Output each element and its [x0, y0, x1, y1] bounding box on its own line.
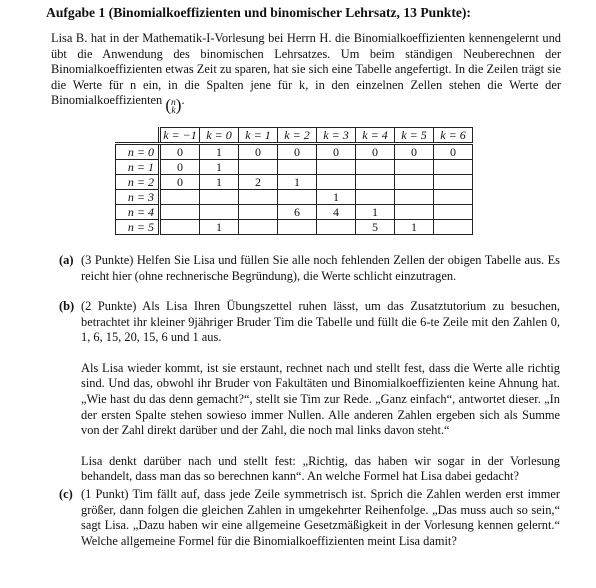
table-cell — [160, 190, 200, 205]
table-row — [116, 144, 473, 160]
intro-text: Lisa B. hat in der Mathematik-I-Vorlesung bei Herrn H. die Binomialkoeffizienten kennengelernt und übt die Anwendung des binomischen Lehrsatzes. Um beim ständigen Neuberechnen der Binomialkoeffizienten etwas Zeit zu sparen, hat sie sich eine Tabelle angefertigt. In die Zeilen trägt sie die Werte für n ein, in die Spalten jene für k, in den einzelnen Zellen stehen die Werte der Binomialkoeffizienten — [51, 31, 561, 108]
table-row — [116, 160, 473, 175]
row-header: n = 4 — [116, 205, 160, 220]
table-cell: 1 — [200, 144, 239, 160]
table-row — [116, 175, 473, 190]
table-cell: 1 — [200, 160, 239, 175]
subtask-paragraph: (1 Punkt) Tim fällt auf, dass jede Zeile symmetrisch ist. Sprich die Zahlen werden erst immer größer, dann folgen die gleichen Zahlen in umgekehrter Reihenfolge. „Das muss auch so sein,“ sagt Lisa. „Dazu haben wir eine allgemeine Gesetzmäßigkeit in der Vorlesung kennen gelernt.“ Welche allgemeine Formel für die Binomialkoeffizienten meint Lisa damit? — [81, 487, 560, 548]
table-cell: 0 — [434, 144, 473, 160]
table-cell — [395, 160, 434, 175]
table-cell: 0 — [160, 160, 200, 175]
column-header: k = 2 — [278, 128, 317, 144]
column-header: k = 3 — [317, 128, 356, 144]
table-cell — [356, 190, 395, 205]
table-cell — [434, 175, 473, 190]
column-header: k = 4 — [356, 128, 395, 144]
subtask-body — [81, 487, 560, 549]
subtask-c — [60, 487, 560, 549]
row-header: n = 2 — [116, 175, 160, 190]
table-cell: 4 — [317, 205, 356, 220]
table-cell — [239, 190, 278, 205]
table-cell: 0 — [395, 144, 434, 160]
table-cell: 0 — [317, 144, 356, 160]
subtask-a — [60, 253, 560, 284]
subtask-label: (c) — [59, 487, 73, 501]
table-cell: 0 — [160, 175, 200, 190]
table-cell — [356, 160, 395, 175]
table-cell: 1 — [356, 205, 395, 220]
table-cell — [356, 175, 395, 190]
subtask-label: (b) — [59, 299, 75, 313]
table-cell — [395, 175, 434, 190]
subtask-paragraph: Als Lisa wieder kommt, ist sie erstaunt, rechnet nach und stellt fest, dass die Werte alle richtig sind. Und das, obwohl ihr Bruder von Fakultäten und Binomialkoeffizienten keine Ahnung hat. „Wie hast du das denn gemacht?“, stellt sie Tim zur Rede. „Ganz einfach“, antwortet dieser. „In der ersten Spalte stehen sowieso immer Nullen. Alle anderen Zahlen ergeben sich als Summe von der Zahl direkt darüber und der Zahl, die noch mal links davon steht.“ — [81, 360, 560, 438]
table-cell — [317, 175, 356, 190]
binom-bottom: k — [171, 105, 176, 116]
exercise-title: Aufgabe 1 (Binomialkoeffizienten und binomischer Lehrsatz, 13 Punkte): — [46, 5, 471, 20]
row-header: n = 3 — [116, 190, 160, 205]
table-cell — [434, 205, 473, 220]
table-cell — [200, 190, 239, 205]
table-cell — [160, 220, 200, 235]
table-cell — [239, 205, 278, 220]
table-cell: 1 — [317, 190, 356, 205]
table-row — [116, 205, 473, 220]
table-cell — [317, 220, 356, 235]
table-cell — [239, 160, 278, 175]
binomial-symbol: ( n k ) — [165, 95, 182, 116]
subtask-label: (a) — [59, 253, 74, 267]
binomial-table-wrapper — [115, 127, 473, 235]
subtask-paragraph: (3 Punkte) Helfen Sie Lisa und füllen Sie alle noch fehlenden Zellen der obigen Tabelle aus. Es reicht hier (ohne rechnerische Begründung), die Werte schlicht einzutragen. — [81, 253, 560, 283]
table-corner — [116, 128, 160, 144]
row-header: n = 1 — [116, 160, 160, 175]
column-header: k = 5 — [395, 128, 434, 144]
binomial-table — [115, 127, 473, 235]
table-cell: 1 — [200, 220, 239, 235]
table-cell: 0 — [160, 144, 200, 160]
intro-end: . — [181, 93, 185, 108]
table-cell — [317, 160, 356, 175]
column-header: k = 0 — [200, 128, 239, 144]
table-cell — [434, 190, 473, 205]
subtask-paragraph: (2 Punkte) Als Lisa Ihren Übungszettel ruhen lässt, um das Zusatztutorium zu besuchen, betrachtet ihr kleiner 9jähriger Bruder Tim die Tabelle und füllt die 6-te Zeile mit den Zahlen 0, 1, 6, 15, 20, 15, 6 und 1 aus. — [81, 299, 560, 345]
table-cell: 0 — [278, 144, 317, 160]
table-cell — [434, 160, 473, 175]
column-header: k = 1 — [239, 128, 278, 144]
table-cell: 0 — [356, 144, 395, 160]
row-header: n = 0 — [116, 144, 160, 160]
table-cell — [278, 160, 317, 175]
table-cell — [239, 220, 278, 235]
table-cell — [278, 220, 317, 235]
table-cell — [434, 220, 473, 235]
table-row — [116, 190, 473, 205]
table-cell: 6 — [278, 205, 317, 220]
table-cell: 1 — [278, 175, 317, 190]
intro-paragraph — [51, 31, 561, 115]
table-cell — [200, 205, 239, 220]
subtask-paragraph: Lisa denkt darüber nach und stellt fest: „Richtig, das haben wir sogar in der Vorlesung behandelt, dass man das so berechnen kann“. An welche Formel hat Lisa dabei gedacht? — [81, 453, 560, 484]
table-row — [116, 220, 473, 235]
table-cell — [278, 190, 317, 205]
table-cell — [395, 190, 434, 205]
binom-top: n — [171, 97, 176, 108]
subtask-body — [81, 253, 560, 284]
table-cell: 5 — [356, 220, 395, 235]
row-header: n = 5 — [116, 220, 160, 235]
column-header: k = 6 — [434, 128, 473, 144]
table-cell: 1 — [200, 175, 239, 190]
table-header-row — [116, 128, 473, 144]
table-cell — [395, 205, 434, 220]
subtask-b — [60, 299, 560, 485]
table-cell: 0 — [239, 144, 278, 160]
table-cell: 2 — [239, 175, 278, 190]
table-cell — [160, 205, 200, 220]
column-header: k = −1 — [160, 128, 200, 144]
table-cell: 1 — [395, 220, 434, 235]
subtask-body — [81, 299, 560, 485]
